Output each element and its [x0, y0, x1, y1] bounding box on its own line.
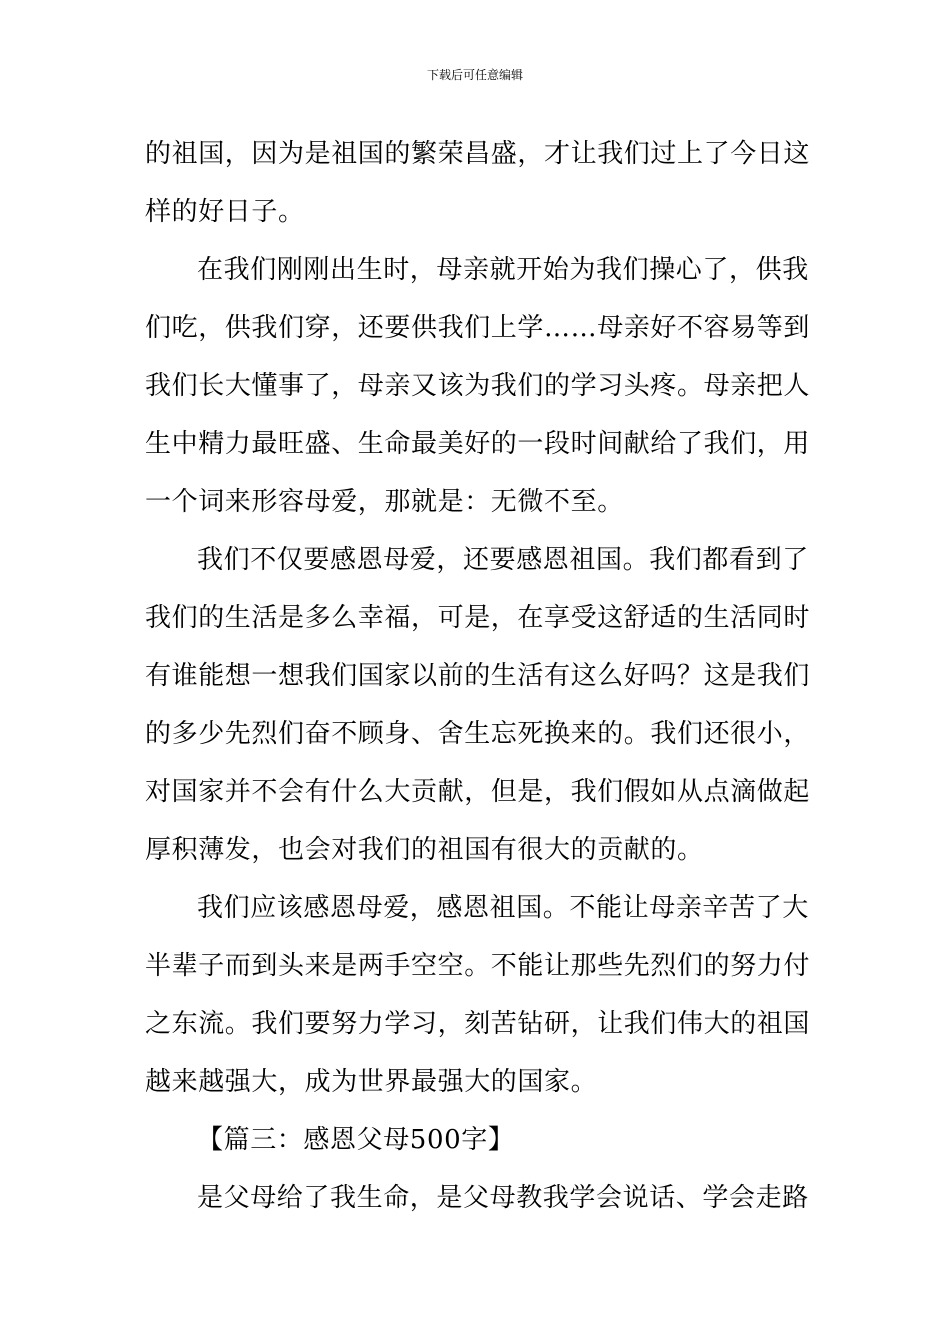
text-line-8: 我们不仅要感恩母爱，还要感恩祖国。我们都看到了: [197, 545, 809, 575]
text-line-1: 的祖国，因为是祖国的繁荣昌盛，才让我们过上了今日这: [145, 139, 811, 169]
text-line-9: 我们的生活是多么幸福，可是，在享受这舒适的生活同时: [145, 603, 811, 633]
section-heading: 【篇三：感恩父母500字】: [197, 1125, 515, 1155]
text-line-14: 我们应该感恩母爱，感恩祖国。不能让母亲辛苦了大: [197, 893, 809, 923]
text-line-16: 之东流。我们要努力学习，刻苦钻研，让我们伟大的祖国: [145, 1009, 811, 1039]
text-line-7: 一个词来形容母爱，那就是：无微不至。: [145, 487, 624, 517]
text-line-3: 在我们刚刚出生时，母亲就开始为我们操心了，供我: [197, 255, 809, 285]
text-line-2: 样的好日子。: [145, 197, 305, 227]
text-line-4: 们吃，供我们穿，还要供我们上学……母亲好不容易等到: [145, 313, 811, 343]
text-line-15: 半辈子而到头来是两手空空。不能让那些先烈们的努力付: [145, 951, 811, 981]
text-line-13: 厚积薄发，也会对我们的祖国有很大的贡献的。: [145, 835, 704, 865]
text-line-6: 生中精力最旺盛、生命最美好的一段时间献给了我们，用: [145, 429, 811, 459]
text-line-11: 的多少先烈们奋不顾身、舍生忘死换来的。我们还很小，: [145, 719, 811, 749]
text-line-5: 我们长大懂事了，母亲又该为我们的学习头疼。母亲把人: [145, 371, 811, 401]
body-text: [145, 125, 810, 1227]
text-line-19: 是父母给了我生命，是父母教我学会说话、学会走路: [197, 1183, 809, 1213]
page-header: 下载后可任意编辑: [426, 68, 523, 82]
text-line-17: 越来越强大，成为世界最强大的国家。: [145, 1067, 598, 1097]
text-line-12: 对国家并不会有什么大贡献，但是，我们假如从点滴做起: [145, 777, 811, 807]
text-line-10: 有谁能想一想我们国家以前的生活有这么好吗？这是我们: [145, 661, 811, 691]
